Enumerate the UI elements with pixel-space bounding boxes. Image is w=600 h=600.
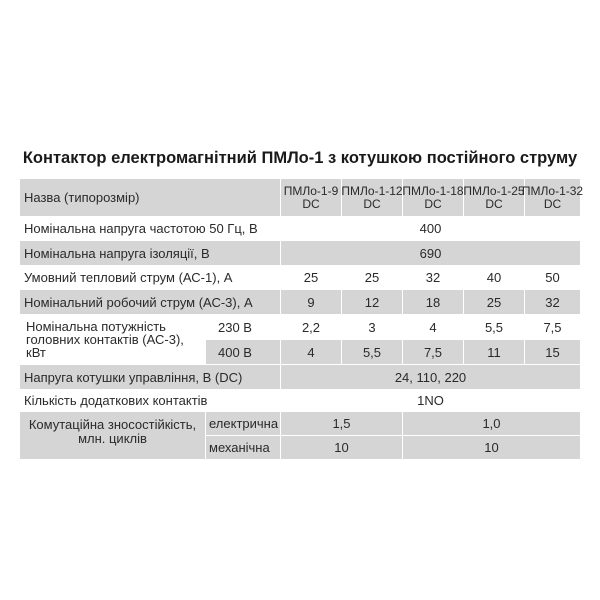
row-durability-label: Комутаційна зносостійкість, млн. циклів — [20, 412, 205, 459]
durability-mechanical-label: механічна — [206, 436, 280, 459]
row-nominal-voltage-value: 400 — [419, 221, 442, 236]
row-coil-voltage-value: 24, 110, 220 — [281, 365, 580, 389]
power-230-label: 230 В — [218, 319, 252, 335]
page-title: Контактор електромагнітний ПМЛо-1 з котушкою постійного струму — [22, 149, 578, 167]
power-230-cell: 7,5 — [543, 319, 562, 335]
durability-electric-value-b: 1,0 — [403, 412, 580, 435]
thermal-current-cell: 50 — [545, 270, 560, 285]
model-type: DC — [363, 196, 381, 211]
header-model-3 — [403, 179, 463, 216]
power-400-cell: 15 — [525, 340, 580, 364]
header-model-5 — [521, 179, 584, 216]
row-nominal-voltage-label: Номінальна напруга частотою 50 Гц, В — [24, 221, 258, 236]
header-model-4 — [464, 179, 524, 216]
header-name-label: Назва (типорозмір) — [24, 190, 140, 205]
durability-mechanical-value-a: 10 — [281, 436, 402, 459]
working-current-cell: 12 — [342, 290, 402, 314]
model-type: DC — [424, 196, 442, 211]
model-name: ПМЛо-1-32 — [521, 183, 584, 198]
power-230-cell: 4 — [429, 319, 437, 335]
power-400-cell: 4 — [281, 340, 341, 364]
model-name: ПМЛо-1-12 — [341, 183, 403, 198]
durability-electric-value-a: 1,5 — [281, 412, 402, 435]
thermal-current-cell: 25 — [303, 270, 319, 285]
power-400-cell: 11 — [464, 340, 524, 364]
row-coil-voltage-label: Напруга котушки управління, В (DC) — [20, 365, 280, 389]
header-name-cell — [20, 179, 280, 216]
row-insulation-voltage-label: Номінальна напруга ізоляції, В — [20, 241, 280, 265]
working-current-cell: 18 — [403, 290, 463, 314]
working-current-cell: 25 — [464, 290, 524, 314]
power-400-label: 400 В — [206, 340, 280, 364]
power-400-cell: 5,5 — [342, 340, 402, 364]
working-current-cell: 32 — [525, 290, 580, 314]
durability-electric-label: електрична — [206, 412, 280, 435]
row-aux-contacts-value: 1NO — [417, 393, 444, 408]
row-working-current-label: Номінальний робочий струм (АС-3), А — [20, 290, 280, 314]
power-230-cell: 5,5 — [484, 319, 504, 335]
model-name: ПМЛо-1-9 — [283, 183, 339, 198]
row-insulation-voltage-value: 690 — [281, 241, 580, 265]
thermal-current-cell: 32 — [425, 270, 441, 285]
row-power-label: Номінальна потужність головних контактів (АС-3), кВт — [26, 319, 184, 360]
power-230-cell: 3 — [368, 319, 376, 335]
power-230-cell: 2,2 — [301, 319, 321, 335]
thermal-current-cell: 40 — [486, 270, 502, 285]
durability-mechanical-value-b: 10 — [403, 436, 580, 459]
model-type: DC — [543, 196, 562, 211]
model-name: ПМЛо-1-18 — [402, 183, 464, 198]
header-model-2 — [342, 179, 402, 216]
working-current-cell: 9 — [281, 290, 341, 314]
model-name: ПМЛо-1-25 — [463, 183, 525, 198]
thermal-current-cell: 25 — [364, 270, 380, 285]
header-model-1 — [281, 179, 341, 216]
model-type: DC — [302, 196, 320, 211]
row-aux-contacts-label: Кількість додаткових контактів — [24, 393, 208, 408]
power-400-cell: 7,5 — [403, 340, 463, 364]
row-thermal-current-label: Умовний тепловий струм (АС-1), А — [24, 270, 233, 285]
model-type: DC — [485, 196, 503, 211]
